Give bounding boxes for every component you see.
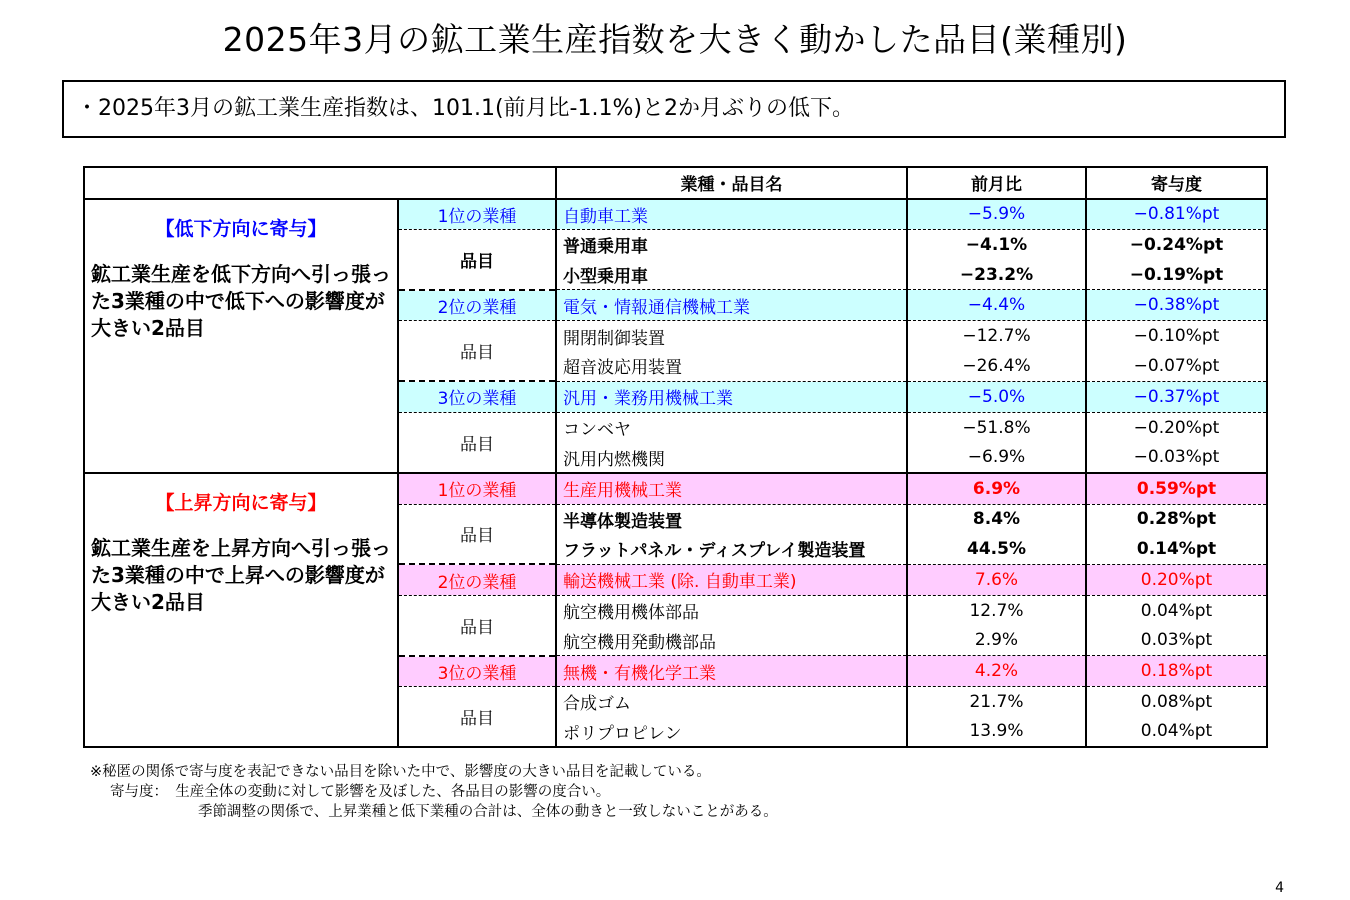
industry-row: [84, 199, 1267, 230]
industry-rank: 1位の業種: [398, 199, 556, 230]
item-name: 航空機用機体部品: [556, 595, 907, 625]
item-name: 合成ゴム: [556, 687, 907, 717]
industry-rank: 2位の業種: [398, 564, 556, 595]
page-title: 2025年3月の鉱工業生産指数を大きく動かした品目(業種別): [222, 20, 1128, 59]
item-name: 汎用内燃機関: [556, 442, 907, 473]
item-contribution: −0.19%pt: [1086, 260, 1267, 290]
item-mom: 13.9%: [907, 717, 1086, 748]
contribution-table: [83, 166, 1268, 748]
header-mom: 前月比: [907, 167, 1086, 199]
item-mom: 12.7%: [907, 595, 1086, 625]
item-label: 品目: [398, 504, 556, 564]
section-heading: 【上昇方向に寄与】: [155, 491, 327, 514]
industry-mom: −4.4%: [907, 290, 1086, 321]
section-heading: 【低下方向に寄与】: [155, 217, 327, 240]
item-mom: 8.4%: [907, 504, 1086, 534]
industry-mom: 6.9%: [907, 473, 1086, 504]
industry-contribution: −0.38%pt: [1086, 290, 1267, 321]
industry-name: 輸送機械工業 (除. 自動車工業): [556, 564, 907, 595]
section-label-rise: [84, 473, 398, 747]
item-mom: −12.7%: [907, 321, 1086, 351]
industry-contribution: 0.20%pt: [1086, 564, 1267, 595]
item-contribution: −0.20%pt: [1086, 412, 1267, 442]
header-name: 業種・品目名: [556, 167, 907, 199]
item-name: 超音波応用装置: [556, 351, 907, 381]
industry-rank: 3位の業種: [398, 381, 556, 412]
item-name: 半導体製造装置: [556, 504, 907, 534]
section-label-decline: [84, 199, 398, 473]
item-contribution: 0.03%pt: [1086, 625, 1267, 655]
industry-row: [84, 473, 1267, 504]
item-mom: 21.7%: [907, 687, 1086, 717]
header-blank: [84, 167, 556, 199]
item-name: コンベヤ: [556, 412, 907, 442]
item-contribution: −0.03%pt: [1086, 442, 1267, 473]
industry-mom: 7.6%: [907, 564, 1086, 595]
industry-rank: 3位の業種: [398, 656, 556, 687]
industry-name: 無機・有機化学工業: [556, 656, 907, 687]
table-header-row: [84, 167, 1267, 199]
item-name: 開閉制御装置: [556, 321, 907, 351]
item-mom: −4.1%: [907, 230, 1086, 260]
page-number: 4: [1275, 880, 1284, 896]
industry-mom: −5.0%: [907, 381, 1086, 412]
industry-name: 汎用・業務用機械工業: [556, 381, 907, 412]
footnote-contribution-definition: 寄与度： 生産全体の変動に対して影響を及ぼした、各品目の影響の度合い。: [110, 784, 611, 800]
item-label: 品目: [398, 321, 556, 381]
item-contribution: 0.04%pt: [1086, 595, 1267, 625]
item-label: 品目: [398, 230, 556, 290]
industry-mom: −5.9%: [907, 199, 1086, 230]
item-contribution: 0.14%pt: [1086, 534, 1267, 564]
item-contribution: −0.07%pt: [1086, 351, 1267, 381]
section-description: 鉱工業生産を上昇方向へ引っ張った3業種の中で上昇への影響度が大きい2品目: [91, 535, 391, 614]
item-name: 小型乗用車: [556, 260, 907, 290]
industry-rank: 2位の業種: [398, 290, 556, 321]
item-name: フラットパネル・ディスプレイ製造装置: [556, 534, 907, 564]
industry-name: 電気・情報通信機械工業: [556, 290, 907, 321]
item-contribution: −0.10%pt: [1086, 321, 1267, 351]
industry-rank: 1位の業種: [398, 473, 556, 504]
item-mom: −23.2%: [907, 260, 1086, 290]
industry-mom: 4.2%: [907, 656, 1086, 687]
item-mom: −51.8%: [907, 412, 1086, 442]
industry-contribution: −0.37%pt: [1086, 381, 1267, 412]
item-name: 航空機用発動機部品: [556, 625, 907, 655]
item-label: 品目: [398, 595, 556, 655]
header-contribution: 寄与度: [1086, 167, 1267, 199]
footnotes: [90, 762, 778, 822]
item-contribution: 0.28%pt: [1086, 504, 1267, 534]
item-mom: 44.5%: [907, 534, 1086, 564]
item-contribution: 0.04%pt: [1086, 717, 1267, 748]
footnote-seasonal-adjustment: 季節調整の関係で、上昇業種と低下業種の合計は、全体の動きと一致しないことがある。: [198, 804, 778, 820]
industry-name: 生産用機械工業: [556, 473, 907, 504]
industry-contribution: −0.81%pt: [1086, 199, 1267, 230]
item-mom: −6.9%: [907, 442, 1086, 473]
footnote-confidentiality: ※秘匿の関係で寄与度を表記できない品目を除いた中で、影響度の大きい品目を記載している。: [90, 764, 711, 780]
industry-contribution: 0.59%pt: [1086, 473, 1267, 504]
summary-box: ・2025年3月の鉱工業生産指数は、101.1(前月比-1.1%)と2か月ぶりの低下。: [62, 80, 1286, 138]
item-label: 品目: [398, 412, 556, 473]
item-name: ポリプロピレン: [556, 717, 907, 748]
item-contribution: 0.08%pt: [1086, 687, 1267, 717]
industry-contribution: 0.18%pt: [1086, 656, 1267, 687]
item-mom: −26.4%: [907, 351, 1086, 381]
item-contribution: −0.24%pt: [1086, 230, 1267, 260]
item-label: 品目: [398, 687, 556, 748]
item-mom: 2.9%: [907, 625, 1086, 655]
industry-name: 自動車工業: [556, 199, 907, 230]
item-name: 普通乗用車: [556, 230, 907, 260]
section-description: 鉱工業生産を低下方向へ引っ張った3業種の中で低下への影響度が大きい2品目: [91, 261, 391, 340]
